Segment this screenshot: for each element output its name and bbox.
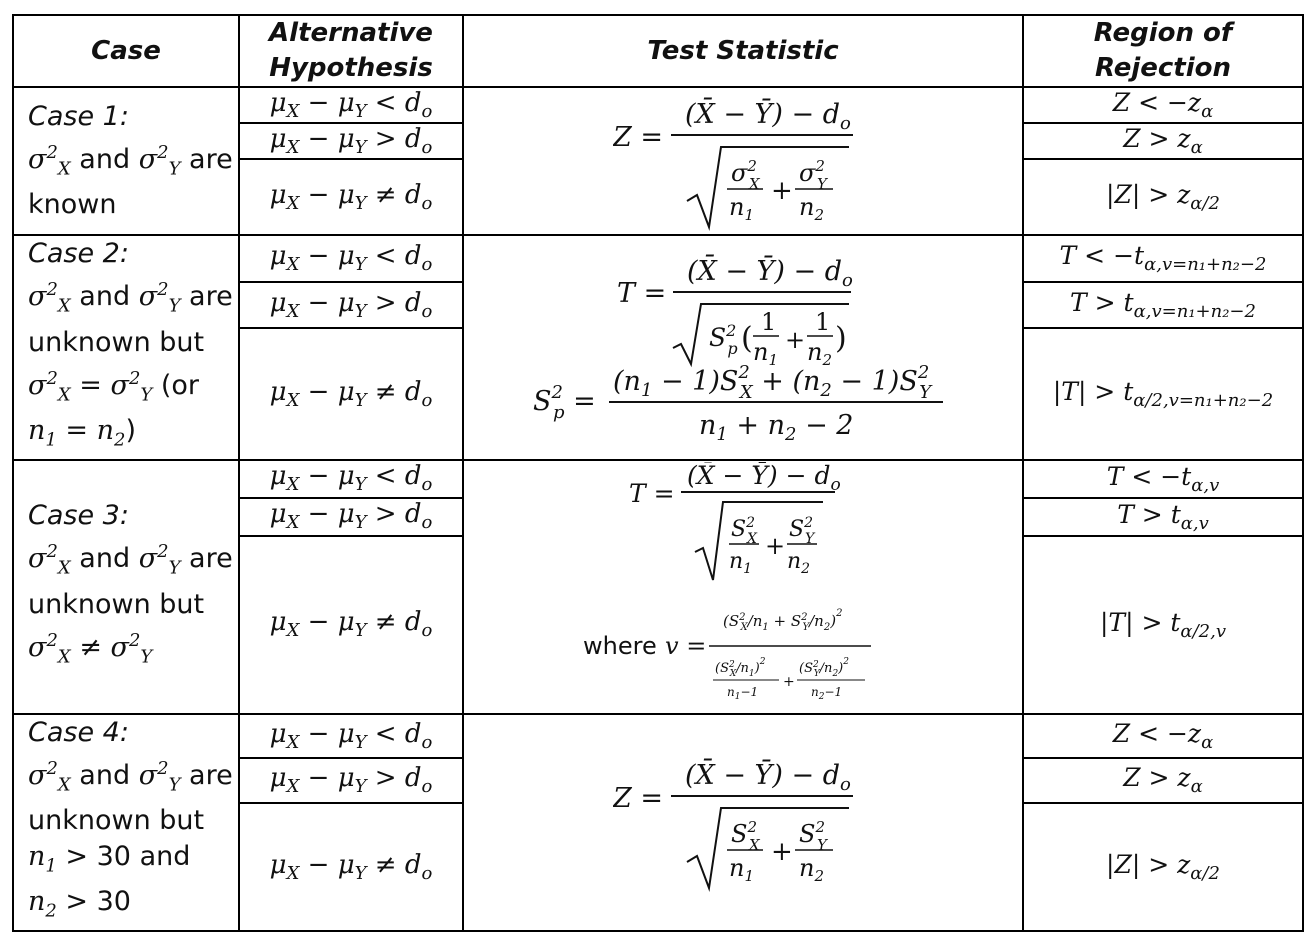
- alternative-greater: $\mu_X - \mu_Y > d_o$: [239, 282, 463, 328]
- case-condition: unknown but: [28, 326, 205, 358]
- svg-text:σ2X: $\sigma^2$ X: [731, 157, 760, 194]
- test-statistic-t-welch: [463, 460, 1023, 714]
- table-row: [13, 714, 1303, 759]
- svg-text:(S2X/n1)2: ($S^2$ $X/n_1)^2$: [715, 656, 766, 679]
- svg-text:S2p: $S^2$ p: [709, 321, 738, 359]
- svg-text:n2: $n_2$: [799, 854, 825, 886]
- case-condition: unknown but: [28, 804, 205, 836]
- t-pooled-formula: [533, 252, 953, 442]
- svg-text:n2: $n_2$: [807, 338, 833, 370]
- svg-text:S2Y: $S^2$ Y: [789, 514, 815, 547]
- header-alternative: Alternative Hypothesis: [239, 15, 463, 87]
- rejection-z-lower: $Z < -z_\alpha$: [1023, 87, 1303, 123]
- rejection-z-lower: $Z < -z_\alpha$: [1023, 714, 1303, 759]
- rejection-t-upper: $T > t_{\alpha,v=n_1+n_2-2}$: [1023, 282, 1303, 328]
- svg-text:n2: $n_2$: [799, 193, 825, 225]
- case-title: Case 1:: [28, 100, 129, 132]
- z-statistic-formula: [613, 91, 873, 231]
- svg-text:(S2X/n1 + S2Y/n2)2: ($S^2$ $X/n_1 + S^2$ $Y/n_2)^2$: [723, 607, 843, 633]
- rejection-z-upper: $Z > z_\alpha$: [1023, 123, 1303, 159]
- case-condition: $\sigma^2_X$ and $\sigma^2_Y$ are: [28, 141, 233, 180]
- rejection-t-lower: $T < -t_{\alpha,v}$: [1023, 460, 1303, 498]
- hypothesis-test-table: [12, 14, 1304, 932]
- case-condition: unknown but: [28, 588, 205, 620]
- svg-text:1: 1: [815, 308, 831, 337]
- table-row: [13, 87, 1303, 123]
- header-rejection: Region of Rejection: [1023, 15, 1303, 87]
- svg-text:T =: T =: [617, 278, 667, 310]
- rejection-z-two-sided: $|Z| > z_{\alpha/2}$: [1023, 159, 1303, 235]
- case-title: Case 4:: [28, 716, 129, 748]
- svg-text:(S2Y/n2)2: ($S^2$ $Y/n_2)^2$: [799, 656, 849, 679]
- svg-text:+: +: [765, 531, 786, 560]
- svg-text:(X̄ − Ȳ) − do: (X̄ − Ȳ) − $d_o$: [685, 760, 851, 796]
- svg-text:T =: T =: [629, 478, 675, 508]
- case-condition: $\sigma^2_X$ and $\sigma^2_Y$ are: [28, 279, 233, 317]
- case-4-cell: [13, 714, 239, 931]
- rejection-z-two-sided: $|Z| > z_{\alpha/2}$: [1023, 803, 1303, 931]
- z-large-sample-formula: [613, 752, 873, 892]
- case-condition: known: [28, 189, 117, 221]
- alternative-not-equal: $\mu_X - \mu_Y \ne d_o$: [239, 159, 463, 235]
- case-title: Case 2:: [28, 238, 129, 270]
- svg-text:n2: $n_2$: [787, 548, 811, 577]
- svg-text:Z =: Z =: [613, 122, 663, 154]
- alternative-not-equal: $\mu_X - \mu_Y \ne d_o$: [239, 803, 463, 931]
- alternative-greater: $\mu_X - \mu_Y > d_o$: [239, 498, 463, 536]
- svg-text:(n1 − 1)S2X + (n2 − 1)S2Y: $(n_1 - 1)S^2$ $X + (n_2 - 1)S^2$ Y: [613, 362, 932, 404]
- header-row: [13, 15, 1303, 87]
- svg-text:n1: $n_1$: [729, 548, 753, 577]
- where-label: where: [583, 631, 657, 660]
- case-condition: $n_1 > 30$ and: [28, 840, 191, 877]
- case-condition: $\sigma^2_X = \sigma^2_Y$ (or: [28, 367, 200, 406]
- rejection-t-upper: $T > t_{\alpha,v}$: [1023, 498, 1303, 536]
- svg-text:1: 1: [761, 308, 777, 337]
- case-condition: $n_2 > 30$: [28, 886, 131, 922]
- table-row: [13, 460, 1303, 498]
- case-condition: $\sigma^2_X \ne \sigma^2_Y$: [28, 629, 153, 667]
- alternative-less: $\mu_X - \mu_Y < d_o$: [239, 235, 463, 281]
- svg-text:v =: v =: [665, 631, 707, 660]
- alternative-not-equal: $\mu_X - \mu_Y \ne d_o$: [239, 536, 463, 714]
- alternative-less: $\mu_X - \mu_Y < d_o$: [239, 460, 463, 498]
- alternative-less: $\mu_X - \mu_Y < d_o$: [239, 714, 463, 759]
- svg-text:(X̄ − Ȳ) − do: (X̄ − Ȳ) − $d_o$: [685, 99, 851, 135]
- svg-text:+: +: [771, 176, 793, 207]
- svg-text:(X̄ − Ȳ) − do: (X̄ − Ȳ) − $d_o$: [687, 461, 841, 495]
- test-statistic-z: [463, 87, 1023, 235]
- test-statistic-z-large: [463, 714, 1023, 931]
- svg-text:+: +: [785, 326, 806, 355]
- rejection-t-two-sided: $|T| > t_{\alpha/2,v}$: [1023, 536, 1303, 714]
- svg-text:n1: $n_1$: [729, 854, 755, 886]
- svg-text:+: +: [771, 837, 793, 868]
- header-case: Case: [13, 15, 239, 87]
- svg-text:): ): [835, 321, 847, 357]
- svg-text:(: (: [741, 321, 753, 357]
- rejection-z-upper: $Z > z_\alpha$: [1023, 758, 1303, 803]
- svg-text:n1−1: $n_1-1$: [727, 684, 759, 702]
- rejection-t-two-sided: $|T| > t_{\alpha/2,v=n_1+n_2-2}$: [1023, 328, 1303, 460]
- case-1-cell: [13, 87, 239, 235]
- hypothesis-test-table-wrapper: [12, 14, 1304, 932]
- alternative-greater: $\mu_X - \mu_Y > d_o$: [239, 123, 463, 159]
- case-condition: $\sigma^2_X$ and $\sigma^2_Y$ are: [28, 541, 233, 579]
- t-welch-formula: [583, 462, 903, 712]
- alternative-greater: $\mu_X - \mu_Y > d_o$: [239, 758, 463, 803]
- case-title: Case 3:: [28, 500, 129, 532]
- svg-text:σ2Y: $\sigma^2$ Y: [799, 157, 827, 194]
- svg-text:n1 + n2 − 2: $n_1 + n_2 - 2$: [699, 410, 854, 443]
- case-3-cell: [13, 460, 239, 714]
- table-row: [13, 235, 1303, 281]
- alternative-not-equal: $\mu_X - \mu_Y \ne d_o$: [239, 328, 463, 460]
- test-statistic-t-pooled: [463, 235, 1023, 459]
- header-statistic: Test Statistic: [463, 15, 1023, 87]
- svg-text:S2p =: $S^2$ p =: [533, 382, 596, 424]
- svg-text:+: +: [783, 673, 795, 690]
- svg-text:S2Y: $S^2$ Y: [799, 818, 827, 855]
- svg-text:n2−1: $n_2-1$: [811, 684, 843, 702]
- svg-text:(X̄ − Ȳ) − do: (X̄ − Ȳ) − $d_o$: [687, 256, 853, 292]
- svg-text:S2X: $S^2$ X: [731, 818, 760, 855]
- case-condition: $\sigma^2_X$ and $\sigma^2_Y$ are: [28, 757, 233, 795]
- case-condition: $n_1 = n_2$): [28, 415, 137, 451]
- rejection-t-lower: $T < -t_{\alpha,v=n_1+n_2-2}$: [1023, 235, 1303, 281]
- svg-text:Z =: Z =: [613, 783, 663, 815]
- svg-text:n1: $n_1$: [729, 193, 755, 225]
- svg-text:n1: $n_1$: [753, 338, 779, 370]
- alternative-less: $\mu_X - \mu_Y < d_o$: [239, 87, 463, 123]
- case-2-cell: [13, 235, 239, 459]
- svg-text:S2X: $S^2$ X: [731, 514, 757, 547]
